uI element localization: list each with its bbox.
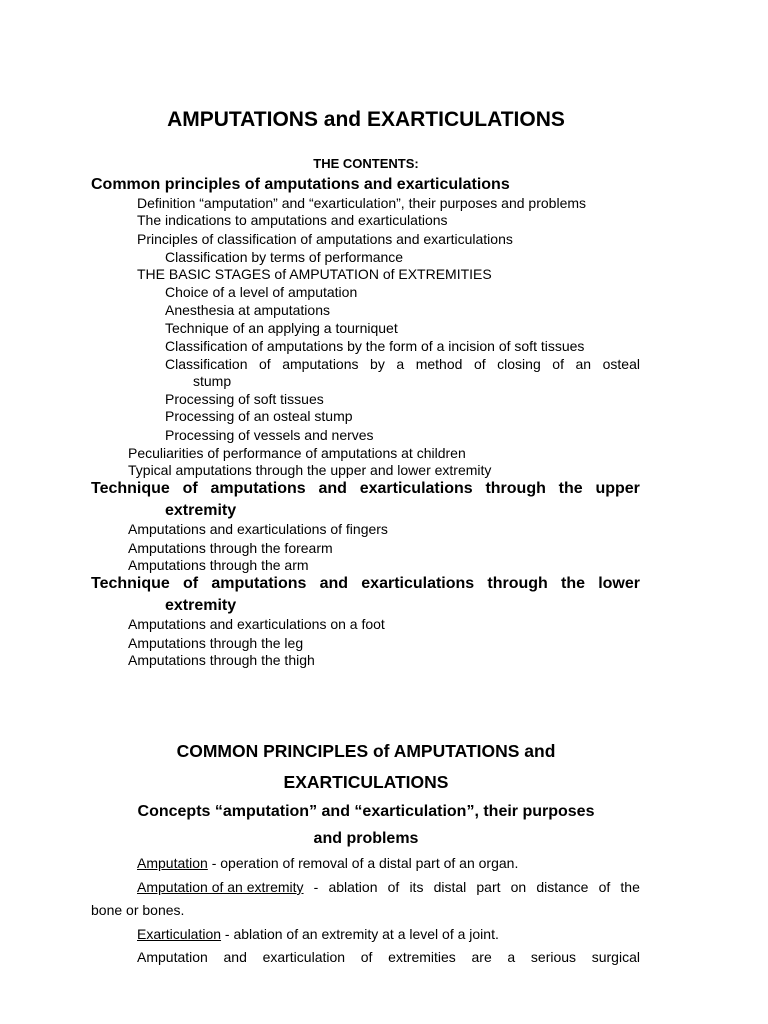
- paragraph-amputation-extremity: [137, 876, 640, 900]
- toc-item-typical-amputations: Typical amputations through the upper and lower extremity: [128, 462, 492, 478]
- toc-item-terms-of-performance: Classification by terms of performance: [165, 249, 404, 265]
- toc-item-fingers: Amputations and exarticulations of fingers: [128, 521, 388, 537]
- toc-item-definition: Definition “amputation” and “exarticulation”, their purposes and problems: [137, 195, 587, 211]
- paragraph-amputation-extremity-word: of: [387, 879, 400, 895]
- toc-item-common-principles: Common principles of amputations and exarticulations: [91, 176, 510, 193]
- toc-item-lower-extremity-word: of: [183, 575, 199, 592]
- section-title-line2: EXARTICULATIONS: [283, 772, 449, 792]
- paragraph-amputation-extremity-cont: bone or bones.: [91, 902, 185, 918]
- toc-item-osteal-closing-word: method: [415, 356, 463, 372]
- toc-item-choice-of-level: Choice of a level of amputation: [165, 284, 358, 300]
- toc-item-classification-principles: Principles of classification of amputations and exarticulations: [137, 231, 513, 247]
- paragraph-amputation-extremity-word: -: [313, 879, 319, 895]
- toc-item-basic-stages: THE BASIC STAGES of AMPUTATION of EXTREMITIES: [137, 266, 492, 282]
- paragraph-amputation: [91, 852, 640, 876]
- toc-item-upper-extremity-word: Technique: [91, 480, 170, 497]
- toc-item-osteal-closing-cont: stump: [193, 373, 232, 389]
- toc-item-tourniquet: Technique of an applying a tourniquet: [165, 320, 398, 336]
- toc-item-lower-extremity-cont: extremity: [165, 597, 237, 614]
- toc-item-soft-tissues: Processing of soft tissues: [165, 391, 324, 407]
- toc-item-osteal-closing-word: of: [473, 356, 486, 372]
- toc-item-upper-extremity: [91, 478, 640, 500]
- toc-item-osteal-closing-word: a: [396, 356, 405, 372]
- toc-item-osteal-closing-word: amputations: [282, 356, 359, 372]
- paragraph-amputation-extremity-word: distance: [536, 879, 589, 895]
- toc-item-upper-extremity-word: through: [485, 480, 546, 497]
- toc-item-vessels-nerves: Processing of vessels and nerves: [165, 427, 374, 443]
- paragraph-exarticulation: [91, 923, 640, 947]
- paragraph-amputation-extremity-word: ablation: [328, 879, 378, 895]
- paragraph-amputation-extremity-word: of: [598, 879, 611, 895]
- paragraph-serious-surgical-word: exarticulation: [262, 949, 346, 965]
- paragraph-serious-surgical-word: and: [223, 949, 247, 965]
- toc-item-leg: Amputations through the leg: [128, 635, 304, 651]
- toc-item-osteal-stump: Processing of an osteal stump: [165, 408, 353, 424]
- toc-item-arm: Amputations through the arm: [128, 557, 309, 573]
- toc-item-osteal-closing-word: of: [552, 356, 564, 372]
- toc-item-foot: Amputations and exarticulations on a foot: [128, 616, 385, 632]
- paragraph-amputation-extremity-word: the: [620, 879, 640, 895]
- toc-item-incision-form: Classification of amputations by the form of a incision of soft tissues: [165, 338, 585, 354]
- paragraph-serious-surgical: [137, 946, 640, 970]
- toc-item-lower-extremity-word: the: [561, 575, 585, 592]
- toc-item-osteal-closing-word: closing: [497, 356, 541, 372]
- toc-item-indications: The indications to amputations and exarticulations: [137, 212, 448, 228]
- toc-item-osteal-closing-word: Classification: [165, 356, 248, 372]
- toc-item-upper-extremity-word: upper: [595, 480, 640, 497]
- paragraph-amputation-extremity-word: on: [510, 879, 527, 895]
- term-amputation: Amputation: [137, 855, 208, 871]
- paragraph-serious-surgical-word: are: [471, 949, 492, 965]
- paragraph-amputation-extremity-word: distal: [433, 879, 467, 895]
- term-amputation-of-extremity: Amputation of an extremity: [137, 879, 304, 895]
- toc-item-osteal-closing-word: an: [575, 356, 592, 372]
- toc-item-children: Peculiarities of performance of amputations at children: [128, 445, 466, 461]
- contents-heading: THE CONTENTS:: [313, 156, 419, 171]
- toc-item-upper-extremity-word: and: [318, 480, 347, 497]
- toc-item-lower-extremity-word: amputations: [211, 575, 307, 592]
- toc-item-osteal-closing-word: of: [259, 356, 271, 372]
- section-title-line1: COMMON PRINCIPLES of AMPUTATIONS and: [176, 741, 556, 761]
- paragraph-serious-surgical-word: of: [360, 949, 373, 965]
- paragraph-amputation-extremity-word: its: [409, 879, 424, 895]
- toc-item-lower-extremity-word: and: [319, 575, 349, 592]
- toc-item-upper-extremity-cont: extremity: [165, 502, 237, 519]
- document-title: AMPUTATIONS and EXARTICULATIONS: [167, 108, 565, 131]
- toc-item-osteal-closing-word: osteal: [602, 356, 640, 372]
- toc-item-lower-extremity: [91, 573, 640, 595]
- toc-item-thigh: Amputations through the thigh: [128, 652, 315, 668]
- toc-item-anesthesia: Anesthesia at amputations: [165, 302, 330, 318]
- section-subtitle-line1: Concepts “amputation” and “exarticulation”, their purposes: [137, 803, 595, 820]
- term-exarticulation: Exarticulation: [137, 926, 222, 942]
- paragraph-serious-surgical-word: Amputation: [137, 949, 208, 965]
- paragraph-serious-surgical-word: serious: [530, 949, 577, 965]
- toc-item-lower-extremity-word: through: [487, 575, 548, 592]
- toc-item-lower-extremity-word: Technique: [91, 575, 170, 592]
- toc-item-osteal-closing-word: by: [370, 356, 385, 372]
- toc-item-forearm: Amputations through the forearm: [128, 540, 333, 556]
- toc-item-osteal-closing: [165, 355, 640, 373]
- paragraph-serious-surgical-word: surgical: [591, 949, 640, 965]
- toc-item-upper-extremity-word: exarticulations: [359, 480, 473, 497]
- toc-item-upper-extremity-word: the: [558, 480, 583, 497]
- toc-item-lower-extremity-word: lower: [598, 575, 640, 592]
- definition-amputation: - operation of removal of a distal part of an organ.: [207, 855, 519, 871]
- toc-item-lower-extremity-word: exarticulations: [361, 575, 475, 592]
- definition-exarticulation: - ablation of an extremity at a level of a joint.: [221, 926, 499, 942]
- paragraph-serious-surgical-word: extremities: [388, 949, 456, 965]
- toc-item-upper-extremity-word: of: [182, 480, 198, 497]
- section-subtitle-line2: and problems: [313, 830, 419, 847]
- paragraph-serious-surgical-word: a: [507, 949, 516, 965]
- toc-item-upper-extremity-word: amputations: [210, 480, 306, 497]
- paragraph-amputation-extremity-word: part: [476, 879, 501, 895]
